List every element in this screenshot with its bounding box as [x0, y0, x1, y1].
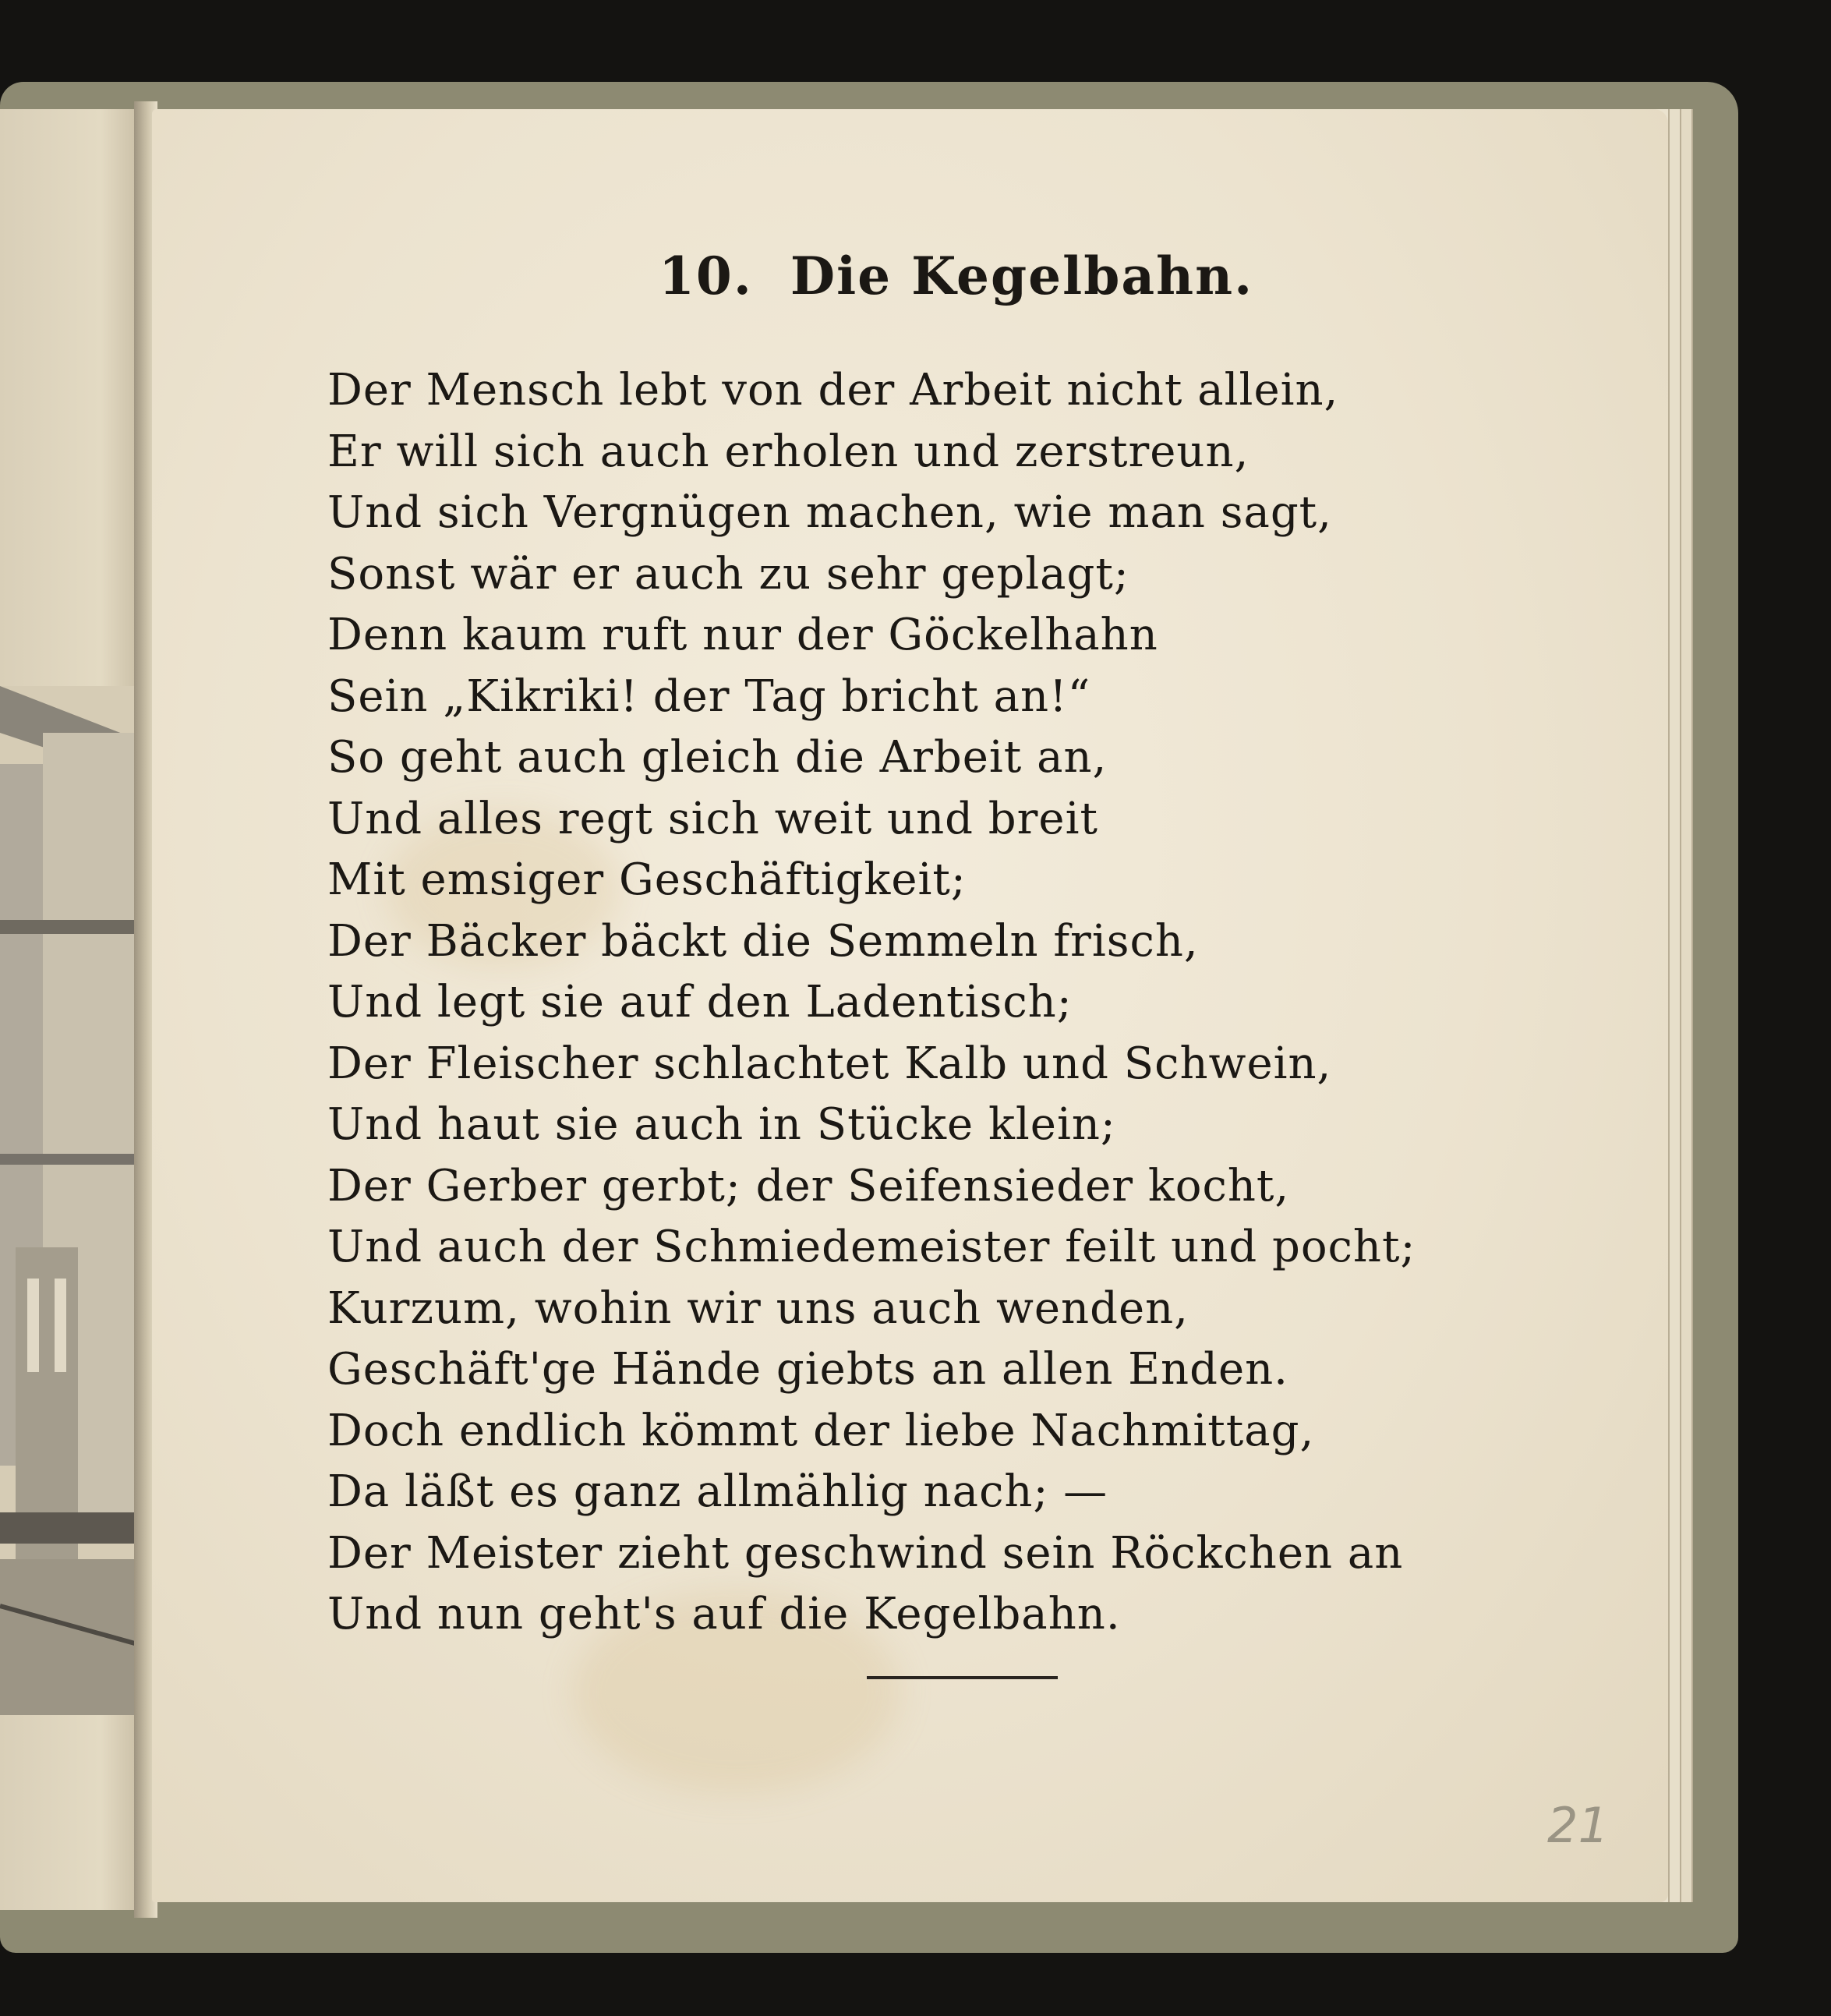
poem-line: Er will sich auch erholen und zerstreun,	[327, 426, 1250, 477]
poem-line: Der Fleischer schlachtet Kalb und Schwein,	[327, 1038, 1332, 1089]
poem-line: Sein „Kikriki! der Tag bricht an!“	[327, 670, 1091, 722]
poem-line: Und nun geht's auf die Kegelbahn.	[327, 1589, 1121, 1639]
poem-line: Und auch der Schmiedemeister feilt und pocht;	[327, 1222, 1416, 1272]
poem-line: Und sich Vergnügen machen, wie man sagt,	[327, 487, 1332, 538]
end-rule	[867, 1676, 1058, 1679]
poem-line: Mit emsiger Geschäftigkeit;	[327, 854, 967, 905]
poem-body	[327, 360, 1419, 1646]
poem-line: Der Meister zieht geschwind sein Röckchen an	[327, 1527, 1404, 1579]
poem-line: So geht auch gleich die Arbeit an,	[327, 732, 1108, 783]
page-number: 21	[1547, 1797, 1609, 1854]
poem-line: Sonst wär er auch zu sehr geplagt;	[327, 548, 1129, 599]
poem-line: Und alles regt sich weit und breit	[327, 793, 1098, 844]
poem-title	[659, 246, 1253, 306]
poem-line: Der Mensch lebt von der Arbeit nicht allein,	[327, 365, 1339, 416]
left-page	[0, 109, 144, 1910]
poem-line: Geschäft'ge Hände giebts an allen Enden.	[327, 1344, 1288, 1395]
poem-line: Und legt sie auf den Ladentisch;	[327, 977, 1073, 1027]
engraving-illustration	[0, 686, 140, 1715]
poem-title-text: Die Kegelbahn.	[790, 246, 1254, 306]
poem-line: Doch endlich kömmt der liebe Nachmittag,	[327, 1405, 1315, 1456]
poem-line: Der Bäcker bäckt die Semmeln frisch,	[327, 915, 1199, 967]
poem-line: Da läßt es ganz allmählig nach; —	[327, 1466, 1108, 1517]
poem-line: Kurzum, wohin wir uns auch wenden,	[327, 1282, 1189, 1334]
poem-line: Und haut sie auch in Stücke klein;	[327, 1099, 1116, 1150]
poem-line: Der Gerber gerbt; der Seifensieder kocht,	[327, 1160, 1290, 1211]
poem-line: Denn kaum ruft nur der Göckelhahn	[327, 610, 1158, 660]
poem-number: 10.	[659, 246, 753, 306]
